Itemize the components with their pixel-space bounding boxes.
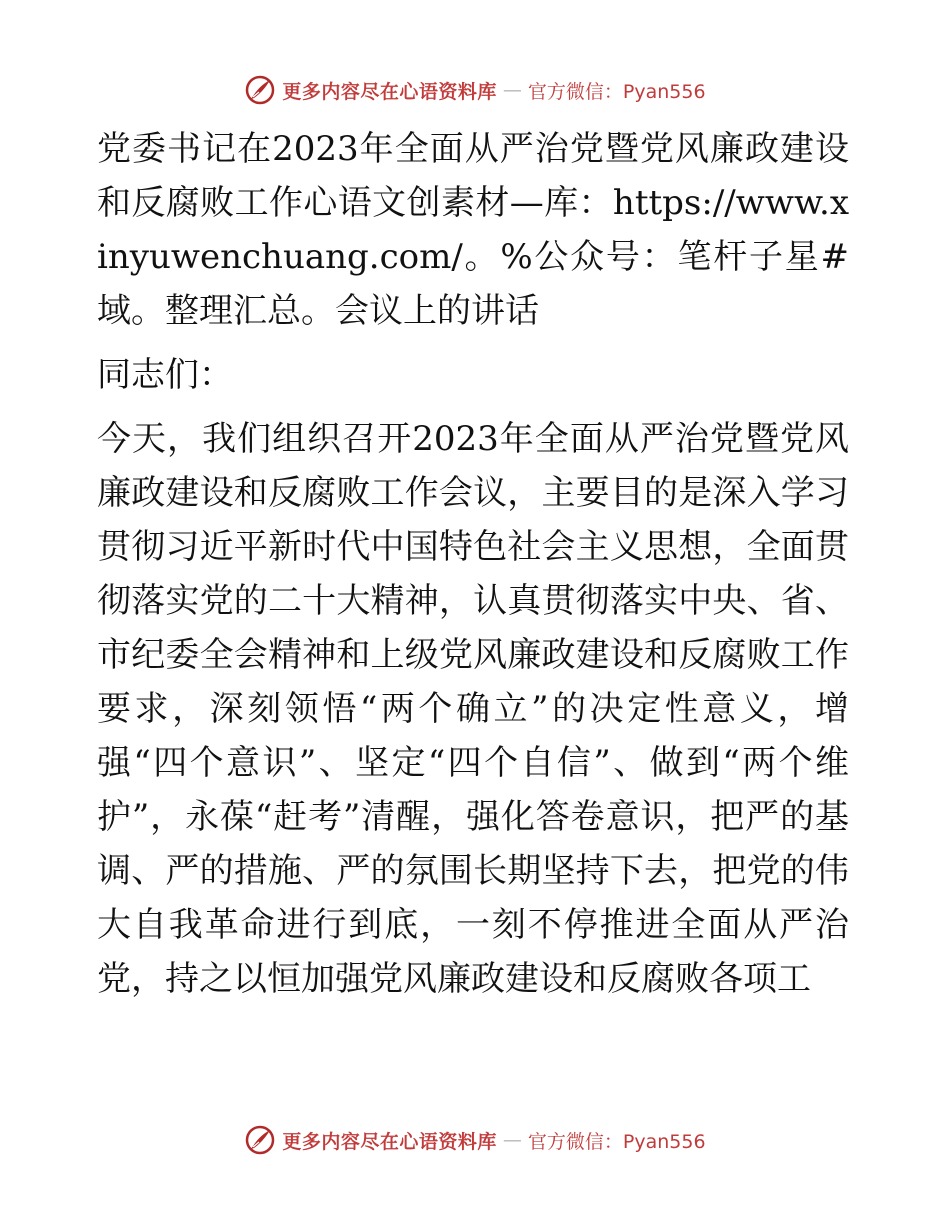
banner-title: 更多内容尽在心语资料库 (282, 1130, 497, 1153)
banner-separator: — (502, 1129, 522, 1151)
document-body (97, 122, 849, 1006)
body-paragraph: 今天，我们组织召开2023年全面从严治党暨党风廉政建设和反腐败工作会议，主要目的是深入学习贯彻习近平新时代中国特色社会主义思想，全面贯彻落实党的二十大精神，认真贯彻落实中央、省、市纪委全会精神和上级党风廉政建设和反腐败工作要求，深刻领悟“两个确立”的决定性意义，增强“四个意识”、坚定“四个自信”、做到“两个维护”，永葆“赶考”清醒，强化答卷意识，把严的基调、严的措施、严的氛围长期坚持下去，把党的伟大自我革命进行到底，一刻不停推进全面从严治党，持之以恒加强党风廉政建设和反腐败各项工 (97, 419, 849, 999)
greeting: 同志们： (97, 355, 233, 395)
banner-wechat: 官方微信：Pyan556 (527, 1130, 706, 1153)
quill-logo-icon (244, 74, 276, 106)
document-title: 党委书记在2023年全面从严治党暨党风廉政建设和反腐败工作心语文创素材—库：https://www.xinyuwenchuang.com/。%公众号：笔杆子星#域。整理汇总。会议上的讲话 (97, 129, 849, 331)
banner-title: 更多内容尽在心语资料库 (282, 80, 497, 103)
footer-banner (0, 1120, 950, 1160)
quill-logo-icon (244, 1124, 276, 1156)
banner-wechat: 官方微信：Pyan556 (527, 80, 706, 103)
header-banner (0, 70, 950, 110)
banner-separator: — (502, 79, 522, 101)
